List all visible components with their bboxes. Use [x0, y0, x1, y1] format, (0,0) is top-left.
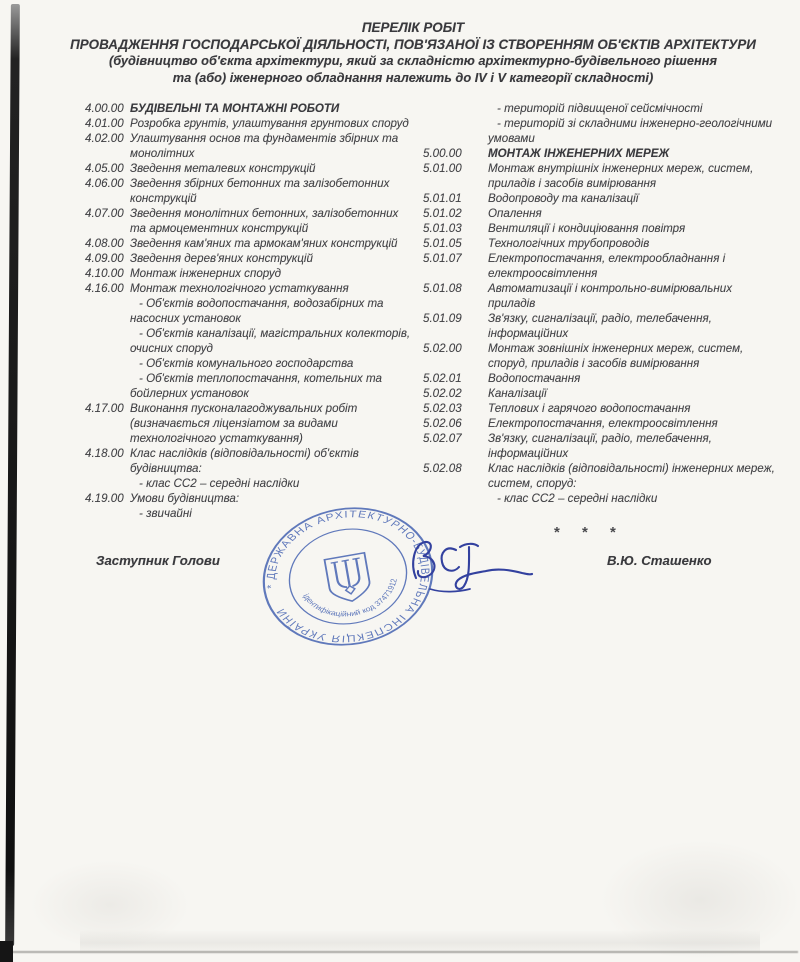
- item-number: 4.09.00: [85, 252, 124, 265]
- item-text: Водопроводу та каналізації: [488, 192, 639, 205]
- document-title-block: [40, 20, 786, 86]
- item-number: 4.19.00: [85, 492, 124, 505]
- list-item: [85, 251, 416, 266]
- title-line-2: ПРОВАДЖЕННЯ ГОСПОДАРСЬКОЇ ДІЯЛЬНОСТІ, ПОВ'ЯЗАНОЇ ІЗ СТВОРЕННЯМ ОБ'ЄКТІВ АРХІТЕКТУРИ: [70, 36, 756, 52]
- item-text: Клас наслідків (відповідальності) інженерних мереж, систем, споруд:: [488, 462, 775, 490]
- list-item: [423, 146, 777, 161]
- list-item: [423, 221, 777, 236]
- list-item: [85, 446, 416, 476]
- tryzub-icon: [324, 553, 372, 605]
- item-number: 4.01.00: [85, 117, 124, 130]
- list-item: [423, 461, 777, 491]
- title-line-4: та (або) іженерного обладнання належить до IV і V категорії складності): [172, 69, 654, 85]
- list-item: [85, 236, 416, 251]
- list-item: [423, 311, 777, 341]
- item-number: 5.02.06: [423, 417, 462, 430]
- item-number: 5.01.02: [423, 207, 462, 220]
- list-item: [423, 191, 777, 206]
- stamp-outer-text: * ДЕРЖАВНА АРХІТЕКТУРНО-БУДІВЕЛЬНА ІНСПЕКЦІЯ УКРАЇНИ: [264, 509, 432, 644]
- item-text: Розробка грунтів, улаштування грунтових споруд: [130, 117, 409, 130]
- item-number: 5.02.00: [423, 342, 462, 355]
- item-number: 5.01.00: [423, 162, 462, 175]
- item-subline: - Об'єктів теплопостачання, котельних та бойлерних установок: [130, 372, 382, 400]
- works-list-right-column: [423, 101, 777, 506]
- list-item: [423, 401, 777, 416]
- item-text: Улаштування основ та фундаментів збірних та монолітних: [130, 132, 399, 160]
- item-number: 4.06.00: [85, 177, 124, 190]
- item-number: 5.01.05: [423, 237, 462, 250]
- list-item: [85, 161, 416, 176]
- signer-position-label: Заступник Голови: [96, 553, 220, 568]
- list-item: [85, 401, 416, 446]
- item-text: Технологічних трубопроводів: [488, 237, 650, 250]
- list-item: [423, 251, 777, 281]
- item-text: Монтаж зовнішніх інженерних мереж, систем, споруд, приладів і засобів вимірювання: [488, 342, 744, 370]
- scan-artifact: [600, 840, 800, 960]
- item-subline: - територій зі складними інженерно-геологічними умовами: [488, 117, 773, 145]
- list-item: [423, 431, 777, 461]
- list-item: [85, 266, 416, 281]
- scan-artifact: [30, 860, 190, 950]
- list-item: [423, 371, 777, 386]
- list-item: [423, 281, 777, 311]
- item-number: 4.16.00: [85, 282, 124, 295]
- item-subline: - Об'єктів водопостачання, водозабірних та насосних установок: [130, 297, 384, 325]
- item-text: Виконання пусконалагоджувальних робіт (визначається ліцензіатом за видами технологічного устаткування): [130, 402, 358, 445]
- list-item: [85, 206, 416, 236]
- list-item: [85, 131, 416, 161]
- item-text: Вентиляції і кондиціювання повітря: [488, 222, 686, 235]
- list-item: [423, 161, 777, 191]
- title-line-1: ПЕРЕЛІК РОБІТ: [361, 20, 465, 35]
- item-subline: - Об'єктів каналізації, магістральних колекторів, очисних споруд: [130, 327, 411, 355]
- item-text: БУДІВЕЛЬНІ ТА МОНТАЖНІ РОБОТИ: [130, 102, 340, 115]
- item-text: Зведення дерев'яних конструкцій: [130, 252, 313, 265]
- list-item: [85, 176, 416, 206]
- item-number: 4.02.00: [85, 132, 124, 145]
- list-item: [85, 101, 416, 116]
- item-text: Зведення металевих конструкцій: [130, 162, 316, 175]
- item-text: Зв'язку, сигналізації, радіо, телебачення, інформаційних: [488, 432, 712, 460]
- item-text: Умови будівництва:: [130, 492, 240, 505]
- item-number: 5.02.03: [423, 402, 462, 415]
- works-list-left-column: [85, 101, 416, 521]
- item-text: Монтаж технологічного устаткування: [130, 282, 349, 295]
- item-number: 5.02.07: [423, 432, 462, 445]
- item-number: 4.10.00: [85, 267, 124, 280]
- item-number: 5.01.09: [423, 312, 462, 325]
- list-item: [423, 416, 777, 431]
- scan-corner-artifact: [0, 941, 13, 962]
- section-end-stars: * * *: [554, 524, 625, 541]
- item-text: Клас наслідків (відповідальності) об'єктів будівництва:: [130, 447, 359, 475]
- item-number: 5.01.01: [423, 192, 462, 205]
- item-text: Електропостачання, електроосвітлення: [488, 417, 718, 430]
- item-text: МОНТАЖ ІНЖЕНЕРНИХ МЕРЕЖ: [488, 147, 670, 160]
- item-number: 4.17.00: [85, 402, 124, 415]
- item-number: 5.01.07: [423, 252, 462, 265]
- item-number: 5.02.01: [423, 372, 462, 385]
- item-text: Електропостачання, електрообладнання і електроосвітлення: [488, 252, 726, 280]
- item-text: Теплових і гарячого водопостачання: [488, 402, 691, 415]
- list-item: [423, 386, 777, 401]
- handwritten-signature: [398, 532, 538, 608]
- item-text: Зведення монолітних бетонних, залізобетонних та армоцементних конструкцій: [130, 207, 399, 235]
- signer-name-label: В.Ю. Сташенко: [607, 553, 712, 568]
- item-subline: - Об'єктів комунального господарства: [139, 357, 354, 370]
- item-number: 5.00.00: [423, 147, 462, 160]
- item-text: Зв'язку, сигналізації, радіо, телебачення, інформаційних: [488, 312, 712, 340]
- item-number: 4.07.00: [85, 207, 124, 220]
- item-text: Зведення збірних бетонних та залізобетонних конструкцій: [130, 177, 390, 205]
- item-number: 5.02.08: [423, 462, 462, 475]
- item-subline: - клас СС2 – середні наслідки: [497, 492, 658, 505]
- item-number: 4.18.00: [85, 447, 124, 460]
- item-number: 5.01.03: [423, 222, 462, 235]
- item-text: Водопостачання: [488, 372, 581, 385]
- item-text: Автоматизації і контрольно-вимірювальних приладів: [488, 282, 732, 310]
- list-item: [85, 116, 416, 131]
- stamp-inner-text: ідентифікаційний код 37471912: [300, 578, 400, 619]
- item-text: Каналізації: [488, 387, 547, 400]
- item-subline: - клас СС2 – середні наслідки: [139, 477, 300, 490]
- item-text: Монтаж інженерних споруд: [130, 267, 282, 280]
- item-text: Опалення: [488, 207, 542, 220]
- title-line-3: (будівництво об'єкта архітектури, який за складністю архітектурно-будівельного рішення: [108, 53, 718, 68]
- list-item: [423, 206, 777, 221]
- item-text: Зведення кам'яних та армокам'яних конструкцій: [130, 237, 398, 250]
- item-number: 4.00.00: [85, 102, 124, 115]
- scan-left-edge: [5, 4, 20, 946]
- list-item: [423, 341, 777, 371]
- item-text: Монтаж внутрішніх інженерних мереж, систем, приладів і засобів вимірювання: [488, 162, 754, 190]
- item-number: 4.08.00: [85, 237, 124, 250]
- item-subline: - звичайні: [139, 507, 192, 520]
- item-subline: - територій підвищеної сейсмічності: [497, 102, 703, 115]
- item-number: 5.02.02: [423, 387, 462, 400]
- list-item: [85, 281, 416, 296]
- item-number: 4.05.00: [85, 162, 124, 175]
- item-number: 5.01.08: [423, 282, 462, 295]
- list-item: [423, 236, 777, 251]
- scan-bottom-edge: [12, 951, 798, 953]
